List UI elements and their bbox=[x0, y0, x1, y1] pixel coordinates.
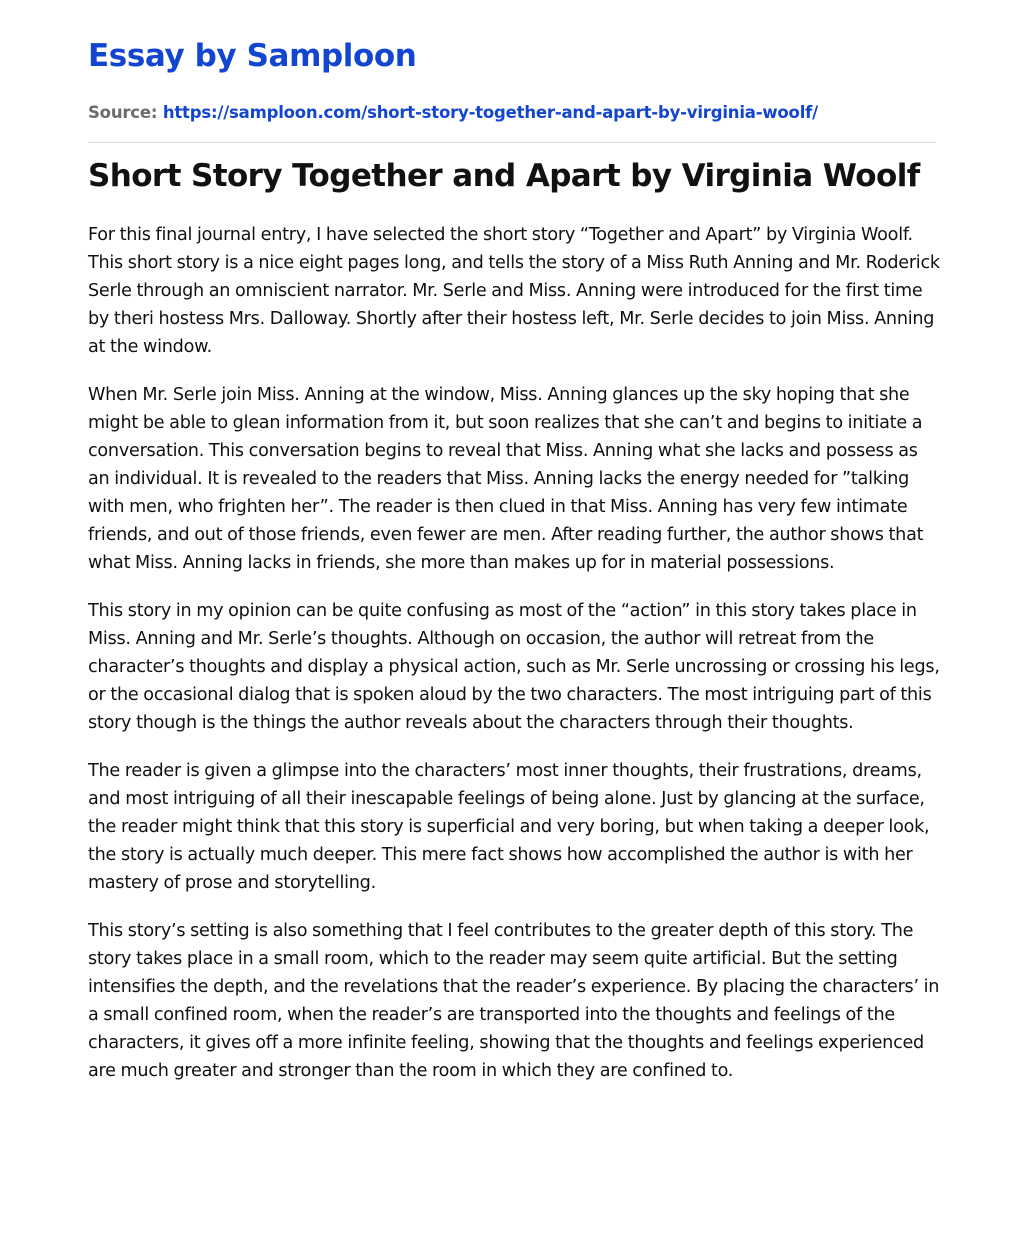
site-brand[interactable]: Essay by Samploon bbox=[88, 38, 417, 74]
paragraph: The reader is given a glimpse into the characters’ most inner thoughts, their frustrations, dreams, and most intriguing of all their inescapable feelings of being alone. Just by glancing at the surface, the reader might think that this story is superficial and very boring, but when taking a deeper look, the story is actually much deeper. This mere fact shows how accomplished the author is with her mastery of prose and storytelling. bbox=[88, 761, 930, 893]
paragraph: For this final journal entry, I have selected the short story “Together and Apart” by Virginia Woolf. This short story is a nice eight pages long, and tells the story of a Miss Ruth Anning and Mr. Roderick Serle through an omniscient narrator. Mr. Serle and Miss. Anning were introduced for the first time by theri hostess Mrs. Dalloway. Shortly after their hostess left, Mr. Serle decides to join Miss. Anning at the window. bbox=[88, 225, 940, 357]
essay-body bbox=[88, 221, 940, 1105]
essay-title: Short Story Together and Apart by Virginia Woolf bbox=[88, 158, 920, 194]
paragraph: This story’s setting is also something that I feel contributes to the greater depth of this story. The story takes place in a small room, which to the reader may seem quite artificial. But the setting intensifies the depth, and the revelations that the reader’s experience. By placing the characters’ in a small confined room, when the reader’s are transported into the thoughts and feelings of the characters, it gives off a more infinite feeling, showing that the thoughts and feelings experienced are much greater and stronger than the room in which they are confined to. bbox=[88, 921, 940, 1081]
source-label: Source: bbox=[88, 103, 158, 122]
paragraph: This story in my opinion can be quite confusing as most of the “action” in this story takes place in Miss. Anning and Mr. Serle’s thoughts. Although on occasion, the author will retreat from the character’s thoughts and display a physical action, such as Mr. Serle uncrossing or crossing his legs, or the occasional dialog that is spoken aloud by the two characters. The most intriguing part of this story though is the things the author reveals about the characters through their thoughts. bbox=[88, 601, 940, 733]
source-line bbox=[88, 101, 818, 125]
paragraph: When Mr. Serle join Miss. Anning at the window, Miss. Anning glances up the sky hoping that she might be able to glean information from it, but soon realizes that she can’t and begins to initiate a conversation. This conversation begins to reveal that Miss. Anning what she lacks and possess as an individual. It is revealed to the readers that Miss. Anning lacks the energy needed for ”talking with men, who frighten her”. The reader is then clued in that Miss. Anning has very few intimate friends, and out of those friends, even fewer are men. After reading further, the author shows that what Miss. Anning lacks in friends, she more than makes up for in material possessions. bbox=[88, 385, 924, 573]
source-link[interactable]: https://samploon.com/short-story-together-and-apart-by-virginia-woolf/ bbox=[162, 103, 818, 122]
header-divider bbox=[88, 142, 936, 143]
